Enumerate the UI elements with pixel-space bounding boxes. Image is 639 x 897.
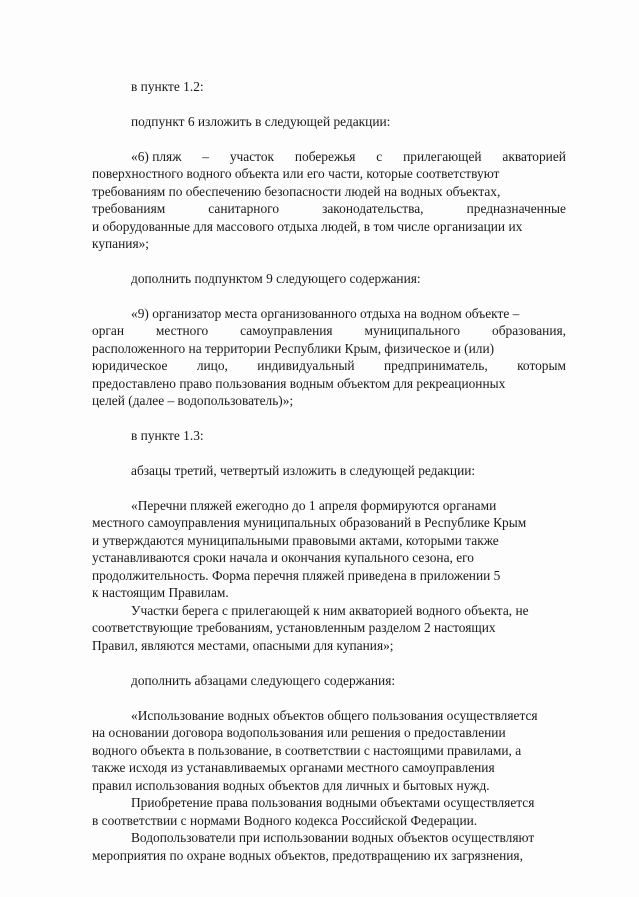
- rights-acquisition-line-1: Приобретение права пользования водными объектами осуществляется: [131, 795, 535, 810]
- word: побережья: [294, 149, 356, 164]
- water-use-line-1: «Использование водных объектов общего пользования осуществляется: [131, 708, 538, 723]
- organizer-definition-line-4: [92, 357, 566, 374]
- clause-heading-1-2: в пункте 1.2:: [131, 79, 204, 94]
- clause-heading-1-3: в пункте 1.3:: [131, 428, 204, 443]
- beach-definition-line-4: [92, 200, 566, 217]
- word: орган: [92, 323, 124, 338]
- word: лицо,: [196, 358, 228, 373]
- water-use-line-2: на основании договора водопользования или решения о предоставлении: [92, 725, 506, 740]
- organizer-definition-line-3: расположенного на территории Республики Крым, физическое и (или): [92, 341, 495, 356]
- word: «6) пляж: [131, 149, 182, 164]
- beach-definition-line-1: [131, 148, 566, 165]
- beach-definition-line-5: и оборудованные для массового отдыха людей, в том числе организации их: [92, 219, 523, 234]
- word: с: [376, 149, 383, 164]
- word: муниципального: [364, 323, 461, 338]
- organizer-definition-line-6: целей (далее – водопользователь)»;: [92, 393, 294, 408]
- water-users-line-1: Водопользователи при использовании водных объектов осуществляют: [131, 830, 535, 845]
- word: местного: [155, 323, 209, 338]
- water-use-line-4: также исходя из устанавливаемых органами местного самоуправления: [92, 760, 495, 775]
- instruction-subclause-9: дополнить подпунктом 9 следующего содержания:: [131, 271, 421, 286]
- word: участок: [229, 149, 275, 164]
- beach-lists-line-4: устанавливаются сроки начала и окончания купального сезона, его: [92, 550, 475, 565]
- beach-definition-line-6: купания»;: [92, 236, 150, 251]
- word: –: [202, 149, 209, 164]
- word: самоуправления: [240, 323, 333, 338]
- rights-acquisition-line-2: в соответствии с нормами Водного кодекса Российской Федерации.: [92, 813, 478, 828]
- organizer-definition-line-5: предоставлено право пользования водным объектом для рекреационных: [92, 376, 506, 391]
- word: прилегающей: [403, 149, 482, 164]
- water-use-line-5: правил использования водных объектов для личных и бытовых нужд.: [92, 778, 490, 793]
- word: санитарного: [208, 201, 280, 216]
- shore-areas-line-1: Участки берега с прилегающей к ним акваторией водного объекта, не: [131, 603, 529, 618]
- word: образования,: [492, 323, 566, 338]
- beach-definition-line-3: требованиям по обеспечению безопасности людей на водных объектах,: [92, 184, 501, 199]
- organizer-definition-line-2: [92, 322, 566, 339]
- word: индивидуальный: [257, 358, 355, 373]
- beach-definition-line-2: поверхностного водного объекта или его части, которые соответствуют: [92, 166, 500, 181]
- word: требованиям: [92, 201, 166, 216]
- word: предприниматель,: [383, 358, 488, 373]
- word: юридическое: [92, 358, 168, 373]
- beach-lists-line-6: к настоящим Правилам.: [92, 585, 229, 600]
- instruction-paragraphs-3-4: абзацы третий, четвертый изложить в следующей редакции:: [131, 463, 476, 478]
- water-use-line-3: водного объекта в пользование, в соответствии с настоящими правилами, а: [92, 743, 522, 758]
- word: предназначенные: [466, 201, 566, 216]
- organizer-definition-line-1: «9) организатор места организованного отдыха на водном объекте –: [131, 306, 520, 321]
- water-users-line-2: мероприятия по охране водных объектов, предотвращению их загрязнения,: [92, 848, 523, 863]
- shore-areas-line-2: соответствующие требованиям, установленным разделом 2 настоящих: [92, 620, 496, 635]
- shore-areas-line-3: Правил, являются местами, опасными для купания»;: [92, 638, 394, 653]
- word: акваторией: [502, 149, 566, 164]
- instruction-subclause-6: подпункт 6 изложить в следующей редакции:: [131, 114, 391, 129]
- beach-lists-line-3: и утверждаются муниципальными правовыми актами, которыми также: [92, 533, 499, 548]
- word: законодательства,: [322, 201, 424, 216]
- beach-lists-line-5: продолжительность. Форма перечня пляжей приведена в приложении 5: [92, 568, 501, 583]
- beach-lists-line-2: местного самоуправления муниципальных образований в Республике Крым: [92, 515, 527, 530]
- word: которым: [517, 358, 566, 373]
- beach-lists-line-1: «Перечни пляжей ежегодно до 1 апреля формируются органами: [131, 498, 497, 513]
- instruction-add-paragraphs: дополнить абзацами следующего содержания:: [131, 673, 396, 688]
